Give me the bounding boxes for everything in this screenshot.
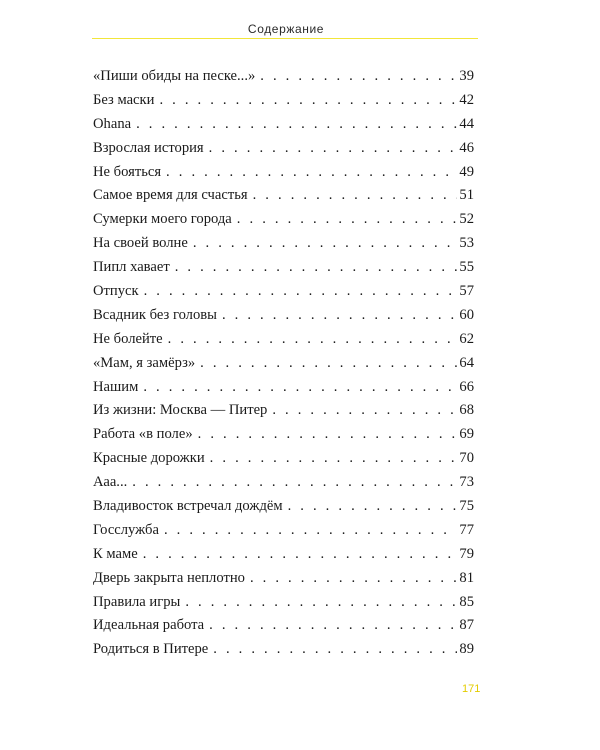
toc-entry xyxy=(93,331,474,355)
toc-entry-title: Дверь закрыта неплотно xyxy=(93,569,245,586)
toc-entry xyxy=(93,617,474,641)
toc-entry-title: Самое время для счастья xyxy=(93,187,248,204)
toc-entry-title: «Мам, я замёрз» xyxy=(93,354,196,371)
toc-dot-leader xyxy=(144,283,458,300)
toc-dot-leader xyxy=(260,68,457,85)
toc-entry xyxy=(93,498,474,522)
toc-entry xyxy=(93,283,474,307)
toc-entry-page: 53 xyxy=(459,235,474,252)
toc-entry-page: 39 xyxy=(459,68,474,84)
toc-entry-title: Не болейте xyxy=(93,330,163,347)
toc-dot-leader xyxy=(272,402,457,419)
toc-entry-page: 89 xyxy=(459,641,474,658)
toc-dot-leader xyxy=(168,331,458,348)
toc-entry-page: 52 xyxy=(459,211,474,228)
toc-entry-title: Правила игры xyxy=(93,593,181,610)
toc-entry xyxy=(93,68,474,92)
toc-entry xyxy=(93,116,474,140)
toc-entry-title: Ohana xyxy=(93,115,132,132)
toc-dot-leader xyxy=(288,498,458,515)
toc-dot-leader xyxy=(143,379,457,396)
toc-dot-leader xyxy=(193,235,458,252)
toc-entry-page: 79 xyxy=(459,545,474,562)
toc-entry-title: К маме xyxy=(93,545,138,562)
toc-entry-page: 42 xyxy=(459,91,474,108)
toc-entry-title: Пипл хавает xyxy=(93,259,170,276)
toc-entry-title: Из жизни: Москва — Питер xyxy=(93,402,268,419)
toc-dot-leader xyxy=(198,426,458,443)
toc-entry xyxy=(93,641,474,665)
toc-entry-page: 64 xyxy=(459,354,474,371)
toc-entry-page: 55 xyxy=(459,259,474,276)
toc-entry xyxy=(93,594,474,618)
toc-dot-leader xyxy=(200,355,457,372)
toc-dot-leader xyxy=(166,164,457,181)
page-header-title: Содержание xyxy=(247,22,325,36)
toc-entry-title: Красные дорожки xyxy=(93,450,205,467)
toc-dot-leader xyxy=(209,140,458,157)
toc-entry-page: 46 xyxy=(459,139,474,156)
toc-entry xyxy=(93,164,474,188)
toc-entry-title: Не бояться xyxy=(93,163,162,180)
toc-entry-title: Ааа... xyxy=(93,474,128,491)
toc-entry xyxy=(93,187,474,211)
toc-entry xyxy=(93,259,474,283)
toc-entry-title: Без маски xyxy=(93,91,155,108)
toc-dot-leader xyxy=(253,187,458,204)
toc-entry-title: Родиться в Питере xyxy=(93,641,209,658)
toc-entry-title: Отпуск xyxy=(93,283,139,300)
toc-entry-page: 87 xyxy=(459,617,474,634)
page-number: 171 xyxy=(462,683,481,695)
toc-entry-page: 44 xyxy=(459,115,474,132)
toc-entry-page: 49 xyxy=(459,163,474,180)
toc-dot-leader xyxy=(209,617,457,634)
toc-entry xyxy=(93,211,474,235)
toc-entry-title: Работа «в поле» xyxy=(93,426,193,443)
toc-dot-leader xyxy=(210,450,458,467)
toc-dot-leader xyxy=(237,211,458,228)
toc-entry xyxy=(93,546,474,570)
toc-entry xyxy=(93,235,474,259)
toc-entry-page: 69 xyxy=(459,426,474,443)
toc-entry-title: Владивосток встречал дождём xyxy=(93,498,283,515)
toc-entry xyxy=(93,140,474,164)
toc-entry-page: 73 xyxy=(459,474,474,491)
header-rule xyxy=(92,38,478,39)
toc-entry xyxy=(93,522,474,546)
toc-dot-leader xyxy=(222,307,457,324)
toc-dot-leader xyxy=(250,570,457,587)
toc-entry-title: Всадник без головы xyxy=(93,306,217,323)
toc-dot-leader xyxy=(185,594,457,611)
toc-entry-page: 57 xyxy=(459,283,474,300)
toc-entry xyxy=(93,355,474,379)
toc-dot-leader xyxy=(136,116,457,133)
toc-entry xyxy=(93,570,474,594)
toc-entry-page: 77 xyxy=(459,521,474,538)
toc-dot-leader xyxy=(132,474,457,491)
toc-entry xyxy=(93,426,474,450)
toc-entry-page: 85 xyxy=(459,593,474,610)
toc-entry-page: 66 xyxy=(459,378,474,395)
toc-entry-title: Нашим xyxy=(93,378,139,395)
toc-entry-page: 51 xyxy=(459,187,474,204)
toc-entry xyxy=(93,474,474,498)
toc-entry-page: 68 xyxy=(459,402,474,419)
toc-dot-leader xyxy=(159,92,457,109)
toc-entry-page: 75 xyxy=(459,498,474,515)
toc-entry-title: Идеальная работа xyxy=(93,617,205,634)
toc-entry-title: На своей волне xyxy=(93,235,188,252)
table-of-contents xyxy=(93,68,474,665)
toc-entry-page: 62 xyxy=(459,330,474,347)
toc-dot-leader xyxy=(175,259,458,276)
toc-entry xyxy=(93,307,474,331)
toc-entry-title: Госслужба xyxy=(93,521,159,538)
toc-entry-title: Сумерки моего города xyxy=(93,211,232,228)
toc-entry-title: Взрослая история xyxy=(93,139,204,156)
toc-dot-leader xyxy=(213,641,457,658)
toc-entry xyxy=(93,379,474,403)
toc-entry-page: 81 xyxy=(459,569,474,586)
toc-entry xyxy=(93,450,474,474)
toc-entry xyxy=(93,402,474,426)
toc-entry xyxy=(93,92,474,116)
toc-entry-page: 60 xyxy=(459,306,474,323)
toc-dot-leader xyxy=(164,522,457,539)
toc-entry-title: «Пиши обиды на песке...» xyxy=(93,68,256,84)
toc-entry-page: 70 xyxy=(459,450,474,467)
toc-dot-leader xyxy=(143,546,458,563)
